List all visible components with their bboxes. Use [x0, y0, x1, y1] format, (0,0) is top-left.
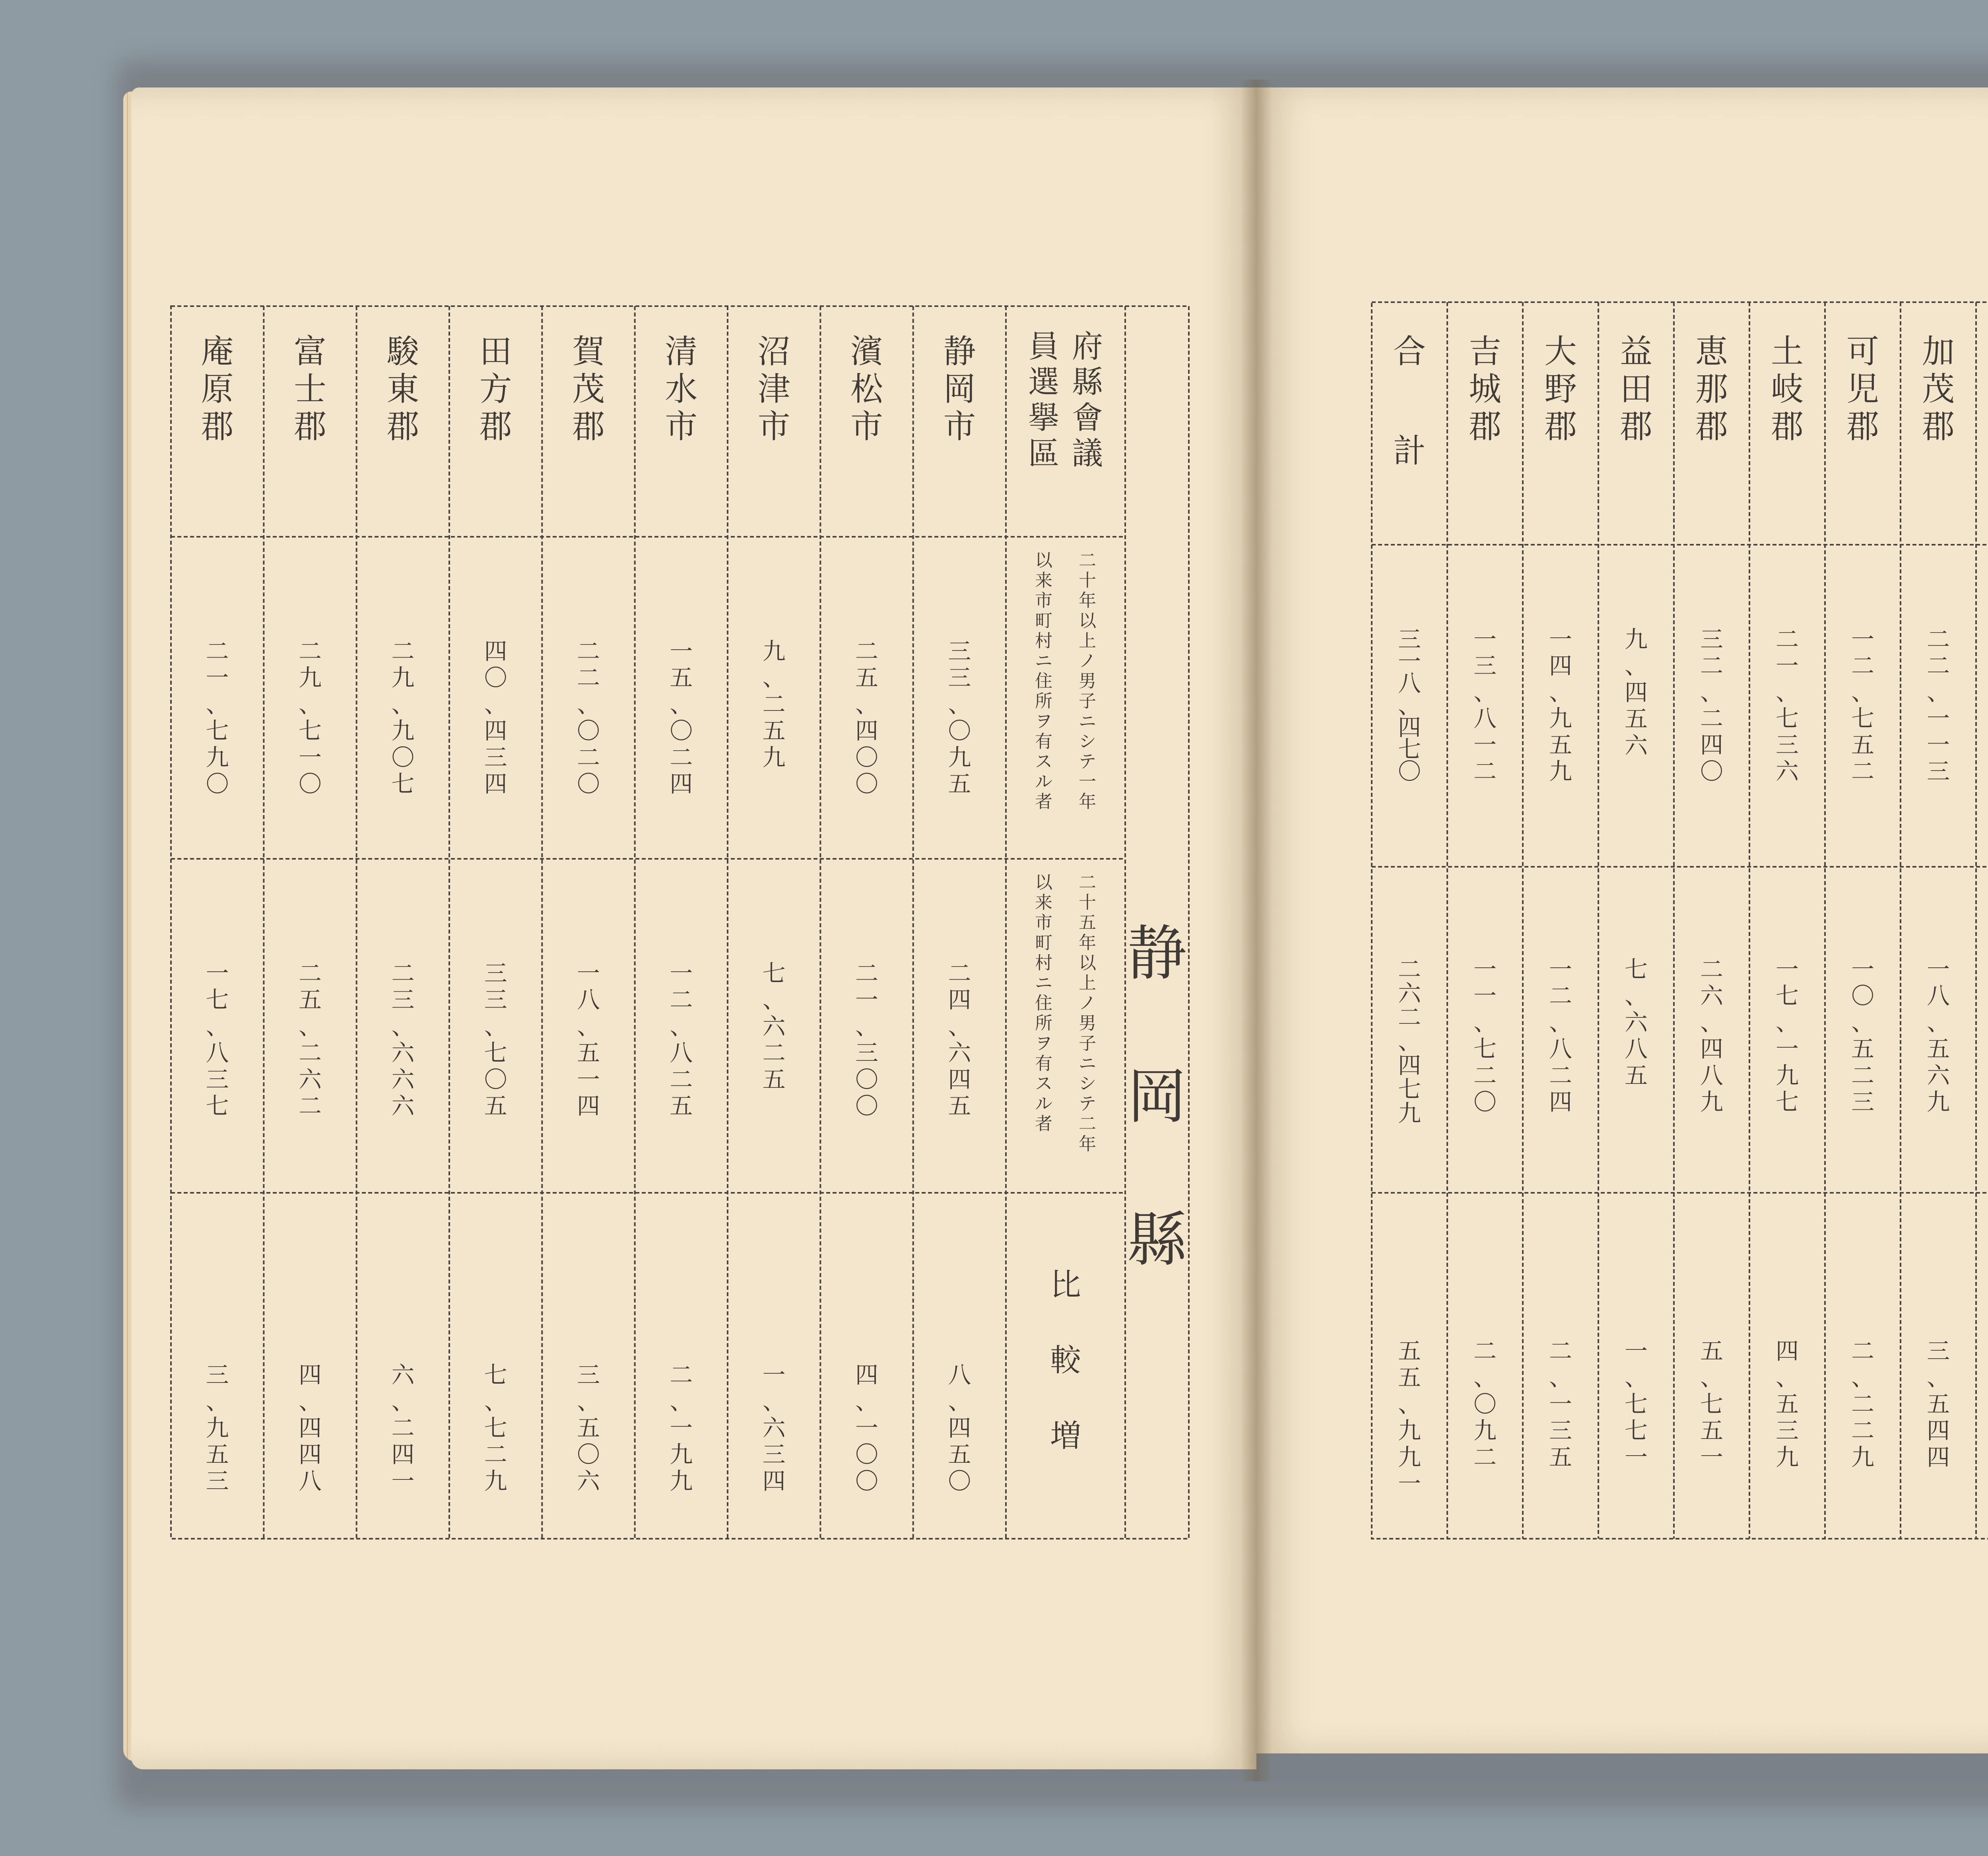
- value-age25: 二四、六四五: [948, 960, 971, 1120]
- district-header: 府縣會議: [1072, 329, 1103, 472]
- value-increase: 一、六三四: [762, 1361, 786, 1495]
- value-age25: 一七、一九七: [1775, 956, 1799, 1116]
- value-increase: 六、二四一: [391, 1361, 415, 1495]
- value-age25: 一〇、五二三: [1851, 956, 1875, 1116]
- value-age25: 一八、五六九: [1926, 956, 1950, 1116]
- district-name: 益田郡: [1619, 333, 1653, 446]
- value-increase: 八、四五〇: [948, 1361, 971, 1495]
- value-increase: 二、一三五: [1549, 1338, 1573, 1471]
- district-header-line2: 員選擧區: [1028, 329, 1060, 472]
- value-age25: 一一、七二〇: [1473, 956, 1497, 1116]
- district-name: 田方郡: [479, 333, 512, 446]
- value-age20: 二九、七一〇: [298, 638, 322, 798]
- value-age20: 九、二五九: [762, 638, 786, 771]
- value-age20: 二一、七九〇: [206, 638, 229, 798]
- value-age25: 二三、六六六: [391, 960, 415, 1120]
- left-table: [171, 306, 1189, 1539]
- header-col1-line2: 以来市町村ニ住所ヲ有スル者: [1035, 550, 1052, 812]
- district-name: 庵原郡: [201, 333, 234, 446]
- value-increase: 四、五三九: [1775, 1338, 1799, 1471]
- district-name: 吉城郡: [1468, 333, 1502, 446]
- value-increase: 三、九五三: [206, 1361, 229, 1495]
- value-age20: 二五、四〇〇: [855, 638, 879, 798]
- value-age25: 七、六八五: [1624, 956, 1648, 1089]
- value-increase: 二、二二九: [1851, 1338, 1875, 1471]
- value-age20: 三三、〇九五: [948, 638, 971, 798]
- value-increase: 七、七二九: [484, 1361, 507, 1495]
- value-increase: 三、五四四: [1926, 1338, 1950, 1471]
- district-name: 加茂郡: [1922, 333, 1955, 446]
- district-name: 賀茂郡: [572, 333, 605, 446]
- value-increase: 二、〇九二: [1473, 1338, 1497, 1471]
- value-age20: 二二、一一三: [1926, 626, 1950, 785]
- header-col2: 二十五年以上ノ男子ニシテ二年: [1079, 872, 1096, 1154]
- value-increase: 五五、九九一: [1398, 1338, 1421, 1497]
- value-age20: 一二、七五二: [1851, 626, 1875, 785]
- value-age25: 一二、八二四: [1549, 956, 1573, 1116]
- value-increase: 三、五〇六: [577, 1361, 600, 1495]
- value-age25: 一七、八三七: [206, 960, 229, 1120]
- district-name: 濱松市: [850, 333, 883, 446]
- district-name: 清水市: [665, 333, 698, 446]
- value-age25: 七、六二五: [762, 960, 786, 1093]
- district-name: 恵那郡: [1695, 333, 1728, 446]
- header-col1: 二十年以上ノ男子ニシテ一年: [1079, 550, 1096, 812]
- value-age20: 一五、〇二四: [670, 638, 693, 798]
- value-age20: 一四、九五九: [1549, 626, 1573, 785]
- value-age20: 二九、九〇七: [391, 638, 415, 798]
- value-age20: 二二、〇二〇: [577, 638, 600, 798]
- header-col2-line2: 以来市町村ニ住所ヲ有スル者: [1035, 872, 1052, 1134]
- total-label: 合計: [1393, 333, 1426, 470]
- value-age25: 二六二、四七九: [1398, 956, 1421, 1127]
- value-age25: 二六、四八九: [1700, 956, 1724, 1116]
- value-increase: 一、七七一: [1624, 1338, 1648, 1471]
- district-name: 静岡市: [943, 333, 976, 446]
- right-table: [1372, 302, 1988, 1539]
- value-age25: 一八、五一四: [577, 960, 600, 1120]
- value-age20: 四〇、四三四: [484, 638, 507, 798]
- value-age20: 九、四五六: [1624, 626, 1648, 759]
- district-name: 大野郡: [1544, 333, 1577, 446]
- value-age20: 三二、二四〇: [1700, 626, 1724, 785]
- district-name: 土岐郡: [1771, 333, 1804, 446]
- value-age25: 二一、三〇〇: [855, 960, 879, 1120]
- value-increase: 四、四四八: [298, 1361, 322, 1495]
- district-name: 駿東郡: [386, 333, 419, 446]
- district-name: 沼津市: [757, 333, 790, 446]
- value-age25: 三三、七〇五: [484, 960, 507, 1120]
- district-name: 富士郡: [293, 333, 327, 446]
- value-age20: 二一、七三六: [1775, 626, 1799, 785]
- value-age25: 一二、八二五: [670, 960, 693, 1120]
- value-age20: 一三、八一二: [1473, 626, 1497, 785]
- district-name: 可児郡: [1846, 333, 1879, 446]
- header-col3: 比較増: [1050, 1267, 1081, 1454]
- table-title: 静岡縣: [1127, 919, 1187, 1275]
- value-age20: 三一八、四七〇: [1398, 626, 1421, 785]
- value-increase: 五、七五一: [1700, 1338, 1724, 1471]
- value-increase: 二、一九九: [670, 1361, 693, 1495]
- value-age25: 二五、二六二: [298, 960, 322, 1120]
- value-increase: 四、一〇〇: [855, 1361, 879, 1495]
